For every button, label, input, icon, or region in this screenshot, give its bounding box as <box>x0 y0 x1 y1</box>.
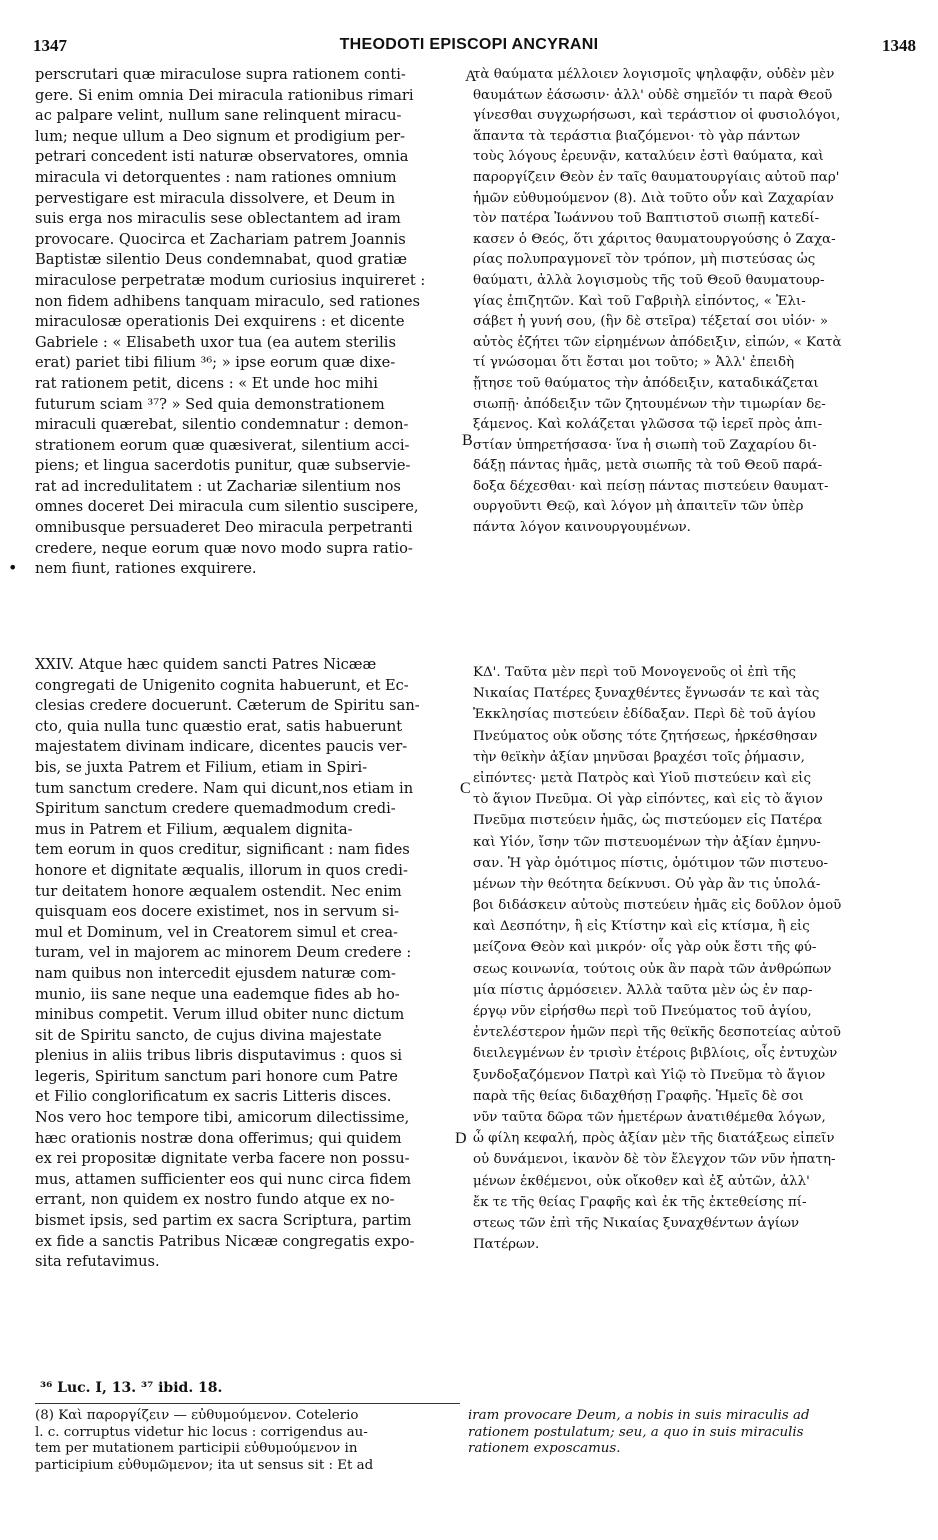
greek-text-line: ὦ φίλη κεφαλή, πρὸς ἀξίαν μὲν τῆς διατάξεως εἰπεῖν <box>473 1131 835 1147</box>
page-number-right: 1348 <box>882 36 916 55</box>
latin-text-line: sita refutavimus. <box>35 1253 160 1271</box>
latin-text-line: bismet ipsis, sed partim ex sacra Scriptura, partim <box>35 1212 412 1230</box>
greek-text-line: στίαν ὑπηρετήσασα· ἵνα ἡ σιωπὴ τοῦ Ζαχαρίου δι- <box>473 437 817 453</box>
latin-text-line: sit de Spiritu sancto, de cujus divina majestate <box>35 1026 382 1044</box>
greek-text-line: σαν. Ἡ γὰρ ὁμότιμος πίστις, ὁμότιμον τῶν πιστευο- <box>473 855 829 871</box>
greek-text-line: δάξῃ πάντας ἡμᾶς, μετὰ σιωπῆς τὰ τοῦ Θεοῦ παρά- <box>473 458 823 474</box>
footnote-line: rationem exposcamus. <box>468 1441 621 1457</box>
greek-text-line: πάντα λόγον καινουργουμένων. <box>473 520 691 536</box>
greek-text-line: ἅπαντα τὰ τεράστια βιαζόμενοι· τὸ γὰρ πάντων <box>473 128 801 144</box>
greek-text-line: τὸ ἅγιον Πνεῦμα. Οἱ γὰρ εἰπόντες, καὶ εἰς τὸ ἅγιον <box>473 792 823 808</box>
footnote-line: iram provocare Deum, a nobis in suis miraculis ad <box>468 1408 810 1423</box>
greek-text-line: ξάμενος. Καὶ κολάζεται γλῶσσα τῷ ἱερεῖ πρὸς ἀπι- <box>473 417 823 433</box>
latin-text-line: Baptistæ silentio Deus condemnabat, quod gratiæ <box>35 251 407 269</box>
latin-text-line: rat rationem petit, dicens : « Et unde hoc mihi <box>35 374 378 392</box>
greek-text-line: καὶ Δεσπότην, ἢ εἰς Κτίστην καὶ εἰς κτίσμα, ἢ εἰς <box>473 919 810 935</box>
greek-text-line: μείζονα Θεὸν καὶ μικρόν· οἷς γὰρ οὐκ ἔστι τῆς φύ- <box>473 940 817 956</box>
latin-text-line: futurum sciam ³⁷? » Sed quia demonstrationem <box>35 395 385 413</box>
footnote-line: l. c. corruptus videtur hic locus : corrigendus au- <box>35 1424 368 1440</box>
latin-text-line: Spiritum sanctum credere quemadmodum credi- <box>35 800 396 818</box>
greek-text-line: βοι διδάσκειν αὐτοὺς πιστεύειν ἡμᾶς εἰς δοῦλον ὁμοῦ <box>473 898 842 914</box>
latin-text-line: mus in Patrem et Filium, æqualem dignita- <box>35 820 353 838</box>
greek-text-line: μία πίστις ἁρμόσειεν. Ἀλλὰ ταῦτα μὲν ὡς ἐν παρ- <box>473 982 813 998</box>
latin-text-line: lum; neque ullum a Deo signum et prodigium per- <box>35 127 406 145</box>
greek-text-line: ρίας πολυπραγμονεῖ τὸν τρόπον, μὴ πιστεύσας ὡς <box>473 252 816 268</box>
greek-text-line: έργῳ νῦν εἰρήσθω περὶ τοῦ Πνεύματος τοῦ ἁγίου, <box>473 1004 812 1019</box>
greek-text-line: θαύματι, ἀλλὰ λογισμοὺς τῆς τοῦ Θεοῦ θαυματουρ- <box>473 272 825 288</box>
footnote-line: (8) Καὶ παροργίζειν — εὐθυμούμενον. Cotelerio <box>35 1408 359 1423</box>
greek-text-line: Νικαίας Πατέρες ξυναχθέντες ἔγνωσάν τε καὶ τὰς <box>473 686 820 702</box>
latin-text-line: erat) pariet tibi filium ³⁶; » ipse eorum quæ dixe- <box>35 354 396 372</box>
latin-text-line: nem fiunt, rationes exquirere. <box>35 560 257 578</box>
greek-text-line: σεως κοινωνία, τούτοις οὐκ ἂν παρὰ τῶν ἀνθρώπων <box>473 961 832 977</box>
margin-letter-d: D <box>455 1130 467 1147</box>
footnote-line: tem per mutationem participii εὐθυμούμενον in <box>35 1441 358 1457</box>
greek-text-line: Πνεύματος οὐκ οὔσης τότε ζητήσεως, ἠρκέσθησαν <box>473 728 818 744</box>
greek-text-line: εἰπόντες· μετὰ Πατρὸς καὶ Υἱοῦ πιστεύειν καὶ εἰς <box>473 770 812 786</box>
greek-text-line: μένων ἐκθέμενοι, οὐκ οἴκοθεν καὶ ἐξ αὐτῶν, ἀλλ' <box>473 1173 810 1189</box>
latin-text-line: clesias credere docuerunt. Cæterum de Spiritu san- <box>35 697 420 715</box>
latin-text-line: et Filio conglorificatum ex sacris Litteris disces. <box>35 1088 392 1106</box>
latin-text-line: mul et Dominum, vel in Creatorem simul et crea- <box>35 923 398 941</box>
latin-text-line: legeris, Spiritum sanctum pari honore cum Patre <box>35 1067 398 1085</box>
latin-column-top <box>35 65 460 580</box>
greek-text-line: ουργοῦντι Θεῷ, καὶ λόγον μὴ ἀπαιτεῖν τῶν ὑπὲρ <box>473 499 804 515</box>
page-number-left: 1347 <box>33 36 67 55</box>
greek-text-line: τὸν πατέρα Ἰωάννου τοῦ Βαπτιστοῦ σιωπῇ κατεδί- <box>473 211 820 227</box>
footnote-right <box>468 1408 918 1458</box>
greek-text-line: τὰ θαύματα μέλλοιεν λογισμοῖς ψηλαφᾷν, οὐδὲν μὲν <box>473 67 835 82</box>
greek-text-line: οὐ δυνάμενοι, ἱκανὸν δὲ τὸν ἔλεγχον τῶν νῦν ἠπατη- <box>473 1152 836 1168</box>
latin-text-line: non fidem adhibens tanquam miraculo, sed rationes <box>35 292 421 310</box>
latin-text-line: errant, non quidem ex nostro fundo atque ex no- <box>35 1191 395 1209</box>
greek-column-top <box>473 65 913 539</box>
greek-text-line: κασεν ὁ Θεός, ὅτι χάριτος θαυματουργούσης ὁ Ζαχα- <box>473 231 836 247</box>
latin-text-line: piens; et lingua sacerdotis punitur, quæ subservie- <box>35 457 411 475</box>
latin-text-line: honore et dignitate æqualis, illorum in quos credi- <box>35 861 408 879</box>
latin-text-line: suis erga nos miraculis sese oblectantem ad iram <box>35 210 401 228</box>
latin-text-line: tur deitatem honore æqualem ostendit. Nec enim <box>35 882 402 900</box>
greek-text-line: ᾔτησε τοῦ θαύματος τὴν ἀπόδειξιν, καταδικάζεται <box>473 375 819 391</box>
latin-text-line: XXIV. Atque hæc quidem sancti Patres Nicææ <box>35 656 377 673</box>
latin-text-line: mus, attamen sufficienter eos qui nunc circa fidem <box>35 1170 412 1188</box>
margin-letter-c: C <box>460 780 471 797</box>
latin-text-line: omnibusque persuaderet Deo miracula perpetranti <box>35 519 413 537</box>
latin-text-line: provocare. Quocirca et Zachariam patrem Joannis <box>35 230 406 248</box>
latin-text-line: rat ad incredulitatem : ut Zachariæ silentium nos <box>35 477 401 495</box>
latin-text-line: Nos vero hoc tempore tibi, amicorum dilectissime, <box>35 1109 410 1127</box>
latin-text-line: perscrutari quæ miraculose supra rationem conti- <box>35 66 406 83</box>
greek-text-line: Ἐκκλησίας πιστεύειν ἐδίδαξαν. Περὶ δὲ τοῦ ἁγίου <box>473 707 816 723</box>
latin-text-line: turam, vel in majorem ac minorem Deum credere : <box>35 944 412 962</box>
greek-text-line: παρὰ τῆς θείας διδαχθήσῃ Γραφῆς. Ἡμεῖς δὲ σοι <box>473 1088 804 1104</box>
greek-text-line: ΚΔ'. Ταῦτα μὲν περὶ τοῦ Μονογενοῦς οἱ ἐπὶ τῆς <box>473 665 796 680</box>
latin-text-line: tem eorum in quos creditur, significant : nam fides <box>35 841 410 859</box>
margin-letter-b: B <box>462 432 473 449</box>
latin-text-line: strationem eorum quæ quæsiverat, silentium acci- <box>35 436 410 454</box>
latin-text-line: bis, se juxta Patrem et Filium, etiam in Spiri- <box>35 758 368 776</box>
greek-text-line: ξυνδοξαζόμενον Πατρὶ καὶ Υἱῷ τὸ Πνεῦμα τὸ ἅγιον <box>473 1067 826 1083</box>
greek-text-line: καὶ Υἱόν, ἴσην τῶν πιστευομένων τὴν ἀξίαν ἐμηνυ- <box>473 834 821 850</box>
greek-text-line: στεως τῶν ἐπὶ τῆς Νικαίας ξυναχθέντων ἁγίων <box>473 1215 800 1231</box>
greek-column-section-kd <box>473 662 913 1255</box>
latin-text-line: munio, iis sane neque una eademque fides ab ho- <box>35 985 400 1003</box>
greek-text-line: τί γνώσομαι ὅτι ἔσται μοι τοῦτο; » Ἀλλ' ἐπειδὴ <box>473 355 795 371</box>
latin-text-line: omnes doceret Dei miracula cum silentio suscipere, <box>35 498 419 516</box>
latin-text-line: minibus competit. Verum illud obiter nunc dictum <box>35 1006 405 1024</box>
latin-column-section-xxiv <box>35 655 460 1273</box>
margin-letter-a: A <box>465 68 477 85</box>
latin-text-line: miraculi quærebat, silentio condemnatur : demon- <box>35 416 409 434</box>
latin-text-line: Gabriele : « Elisabeth uxor tua (ea autem sterilis <box>35 333 396 351</box>
greek-text-line: διειλεγμένων ἐν τρισὶν ἑτέροις βιβλίοις, οἷς ἐντυχὼν <box>473 1046 838 1062</box>
latin-text-line: cto, quia nulla tunc quæstio erat, satis habuerunt <box>35 717 403 735</box>
latin-text-line: quisquam eos docere existimet, nos in servum si- <box>35 903 400 921</box>
greek-text-line: Πνεῦμα πιστεύειν ἡμᾶς, ὡς πιστεύομεν εἰς Πατέρα <box>473 813 823 829</box>
greek-text-line: αὐτὸς ἐζήτει τῶν εἰρημένων ἀπόδειξιν, εἰπών, « Κατὰ <box>473 334 842 350</box>
running-title: THEODOTI EPISCOPI ANCYRANI <box>339 36 599 53</box>
greek-text-line: σιωπῇ· ἀπόδειξιν τῶν ζητουμένων τὴν τιμωρίαν δε- <box>473 396 826 412</box>
latin-text-line: ex rei propositæ dignitate verba facere non possu- <box>35 1150 410 1168</box>
latin-text-line: miraculosæ operationis Dei exquirens : et dicente <box>35 313 405 331</box>
greek-text-line: σάβετ ἡ γυνή σου, (ἣν δὲ στεῖρα) τέξεταί σοι υἱόν· » <box>473 314 829 330</box>
greek-text-line: παροργίζειν Θεὸν ἐν ταῖς θαυματουργίαις αὐτοῦ παρ' <box>473 169 840 185</box>
footnote-line: participium εὐθυμῶμενον; ita ut sensus sit : Et ad <box>35 1457 374 1473</box>
latin-text-line: hæc orationis nostræ dona offerimus; qui quidem <box>35 1129 402 1147</box>
greek-text-line: γίνεσθαι συγχωρήσωσι, καὶ τεράστιον οἱ φυσιολόγοι, <box>473 108 841 124</box>
footnote-line: rationem postulatum; seu, a quo in suis miraculis <box>468 1424 804 1440</box>
greek-text-line: τοὺς λόγους ἐρευνᾷν, καταλύειν ἐστὶ θαύματα, καὶ <box>473 149 824 165</box>
latin-text-line: miracula vi detorquentes : nam rationes omnium <box>35 168 397 186</box>
latin-text-line: credere, neque eorum quæ novo modo supra ratio- <box>35 539 413 557</box>
footnote-left <box>35 1408 460 1474</box>
scripture-footnote-refs: ³⁶ Luc. I, 13. ³⁷ ibid. 18. <box>40 1380 223 1396</box>
latin-text-line: congregati de Unigenito cognita habuerunt, et Ec- <box>35 676 409 694</box>
latin-text-line: tum sanctum credere. Nam qui dicunt,nos etiam in <box>35 779 414 797</box>
greek-text-line: τὴν θεϊκὴν ἀξίαν μηνῦσαι βραχέσι τοῖς ῥήμασιν, <box>473 749 805 765</box>
greek-text-line: μένων τὴν θεότητα δείκνυσι. Οὐ γὰρ ἂν τις ὑπολά- <box>473 876 821 892</box>
greek-text-line: ἔκ τε τῆς θείας Γραφῆς καὶ ἐκ τῆς ἐκτεθείσης πί- <box>473 1194 807 1210</box>
greek-text-line: ἡμῶν εὐθυμούμενον (8). Διὰ τοῦτο οὖν καὶ Ζαχαρίαν <box>473 190 834 206</box>
margin-asterisk: • <box>8 558 18 577</box>
greek-text-line: ἐντελέστερον ἡμῶν περὶ τῆς θεϊκῆς δεσποτείας αὐτοῦ <box>473 1025 841 1041</box>
greek-text-line: δοξα δέχεσθαι· καὶ πείσῃ πάντας πιστεύειν θαυματ- <box>473 478 829 494</box>
greek-text-line: νῦν ταῦτα δῶρα τῶν ἡμετέρων ἀνατιθέμεθα λόγων, <box>473 1109 826 1125</box>
greek-text-line: θαυμάτων ἐάσωσιν· ἀλλ' οὐδὲ σημεῖόν τι παρὰ Θεοῦ <box>473 87 833 103</box>
latin-text-line: miraculose perpetratæ modum curiosius inquireret : <box>35 271 426 289</box>
greek-text-line: Πατέρων. <box>473 1237 540 1253</box>
latin-text-line: gere. Si enim omnia Dei miracula rationibus rimari <box>35 86 414 104</box>
footnote-divider <box>35 1403 460 1404</box>
latin-text-line: majestatem divinam indicare, dicentes paucis ver- <box>35 738 408 756</box>
latin-text-line: ex fide a sanctis Patribus Nicææ congregatis expo- <box>35 1232 415 1250</box>
latin-text-line: plenius in aliis tribus libris disputavimus : quos si <box>35 1047 403 1065</box>
latin-text-line: nam quibus non intercedit ejusdem naturæ com- <box>35 964 396 982</box>
greek-text-line: γίας ἐπιζητῶν. Καὶ τοῦ Γαβριὴλ εἰπόντος, « Ἐλι- <box>473 293 806 309</box>
latin-text-line: ac palpare velint, nullum sane relinquent miracu- <box>35 107 402 125</box>
latin-text-line: petrari concedent isti naturæ observatores, omnia <box>35 148 409 166</box>
latin-text-line: pervestigare est miracula dissolvere, et Deum in <box>35 189 396 207</box>
